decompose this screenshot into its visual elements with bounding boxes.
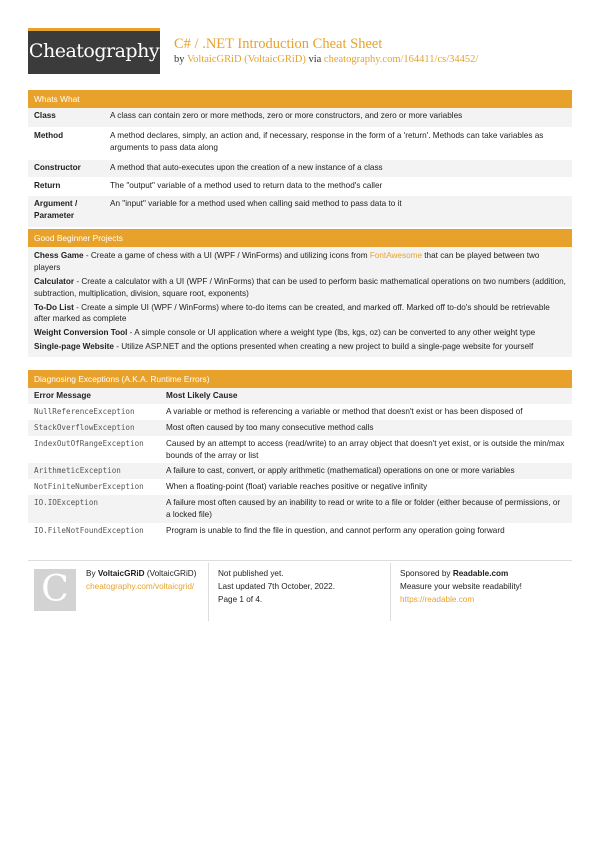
table-row [28,523,572,539]
list-item [28,326,572,340]
term: Constructor [34,163,81,172]
item-text: - A simple console or UI application where a weight type (lbs, kgs, oz) can be converted to any other weight type [127,328,536,338]
error-cause: A failure to cast, convert, or apply arithmetic (mathematical) operations on one or more variables [166,466,515,476]
error-code: ArithmeticException [34,466,121,476]
byline-by: by [174,54,185,65]
table-header [28,388,572,404]
footer-divider [208,563,209,621]
list-item [28,301,572,327]
page-title: C# / .NET Introduction Cheat Sheet [174,36,383,52]
publish-status: Not published yet. [218,569,284,578]
footer-author-link[interactable]: cheatography.com/voltaicgrid/ [86,582,195,591]
cheatography-logo[interactable] [28,28,160,74]
term: Argument / Parameter [34,199,78,220]
sponsor-label: Sponsored by [400,569,451,578]
item-name: Chess Game [34,251,84,260]
table-row [28,160,572,178]
error-code: IndexOutOfRangeException [34,438,144,448]
byline [174,52,478,68]
item-text: - Utilize ASP.NET and the options presented when creating a new project to build a single-page website for yourself [113,342,534,352]
error-cause: When a floating-point (float) variable reaches positive or negative infinity [166,482,428,492]
term: Return [34,181,61,190]
error-code: NullReferenceException [34,406,135,416]
item-text: - Create a game of chess with a UI (WPF / WinForms) and utilizing icons from [83,251,370,260]
footer-divider [390,563,391,621]
table-row [28,463,572,479]
footer-author [86,567,196,593]
item-name: To-Do List [34,302,74,312]
logo-text: Cheatography [28,40,160,62]
table-row [28,404,572,420]
error-cause: A variable or method is referencing a variable or method that doesn't exist or has been disposed of [166,406,523,416]
author-link[interactable]: VoltaicGRiD (VoltaicGRiD) [186,54,306,65]
list-item [28,249,572,275]
error-cause: A failure most often caused by an inability to read or write to a file or folder (either because of permissions, or a locked file) [166,498,561,520]
item-text: - Create a calculator with a UI (WPF / WinForms) that can be used to perform basic mathematical operations on two numbers (addition, subtraction, multiplication, division, square root, exponents) [34,276,566,298]
sponsor-link[interactable]: https://readable.com [400,595,475,604]
definition: An "input" variable for a method used when calling said method to pass data to it [110,199,402,208]
table-row [28,420,572,436]
error-code: IO.FileNotFoundException [34,526,144,536]
error-code: StackOverflowException [34,422,135,432]
sponsor-name[interactable]: Readable.com [452,569,509,578]
column-header-error: Error Message [34,391,91,400]
list-item [28,275,572,301]
item-name: Single-page Website [34,342,114,352]
fontawesome-link[interactable]: FontAwesome [369,251,422,260]
definition: A class can contain zero or more methods, zero or more constructors, and zero or more variables [110,111,463,120]
footer-by: By [86,569,96,578]
section-heading: Good Beginner Projects [28,229,572,247]
title-block [174,36,478,68]
footer-sponsor [400,567,522,606]
table-row [28,196,572,228]
table-row [28,495,572,523]
section-projects [28,229,572,357]
badge-letter: C [41,569,69,610]
byline-via: via [308,54,322,65]
page-number: Page 1 of 4. [218,595,263,604]
footer-status [218,567,335,606]
term: Method [34,131,64,140]
list-item [28,340,572,354]
error-cause: Most often caused by too many consecutive method calls [166,422,374,432]
item-name: Calculator [34,276,75,286]
sheet-url-link[interactable]: cheatography.com/164411/cs/34452/ [323,54,479,65]
error-code: IO.IOException [34,498,99,508]
definition: The "output" variable of a method used to return data to the method's caller [110,181,383,190]
table-row [28,108,572,128]
error-code: NotFiniteNumberException [34,482,144,492]
definition: A method that auto-executes upon the creation of a new instance of a class [110,163,383,172]
section-exceptions [28,370,572,539]
column-header-cause: Most Likely Cause [166,391,238,400]
table-row [28,128,572,160]
table-row [28,479,572,495]
footer-author-name[interactable]: VoltaicGRiD [97,569,145,578]
section-heading: Diagnosing Exceptions (A.K.A. Runtime Errors) [28,370,572,388]
section-whats-what [28,90,572,228]
item-text: - Create a simple UI (WPF / WinForms) where to-do items can be created, and marked off. Marked off to-do's should be retrievable after marked as complete [34,302,550,324]
page-footer [28,560,572,624]
term: Class [34,111,56,120]
last-updated: Last updated 7th October, 2022. [218,582,335,591]
item-text-post: that can be played between two players [34,251,540,272]
sponsor-text: Measure your website readability! [400,582,522,591]
table-row [28,178,572,196]
cheatography-badge-icon [34,569,76,611]
section-heading: Whats What [28,90,572,108]
page-header [28,28,572,74]
error-cause: Program is unable to find the file in question, and cannot perform any operation going forward [166,526,505,536]
item-name: Weight Conversion Tool [34,328,128,338]
error-cause: Caused by an attempt to access (read/write) to an array object that doesn't yet exist, or is outside the min/max bounds of the array or list [166,438,565,460]
footer-author-handle: (VoltaicGRiD) [146,569,197,578]
table-row [28,436,572,464]
definition: A method declares, simply, an action and, if necessary, response in the form of a 'return'. Methods can take variables as arguments to pass data along [110,131,544,152]
